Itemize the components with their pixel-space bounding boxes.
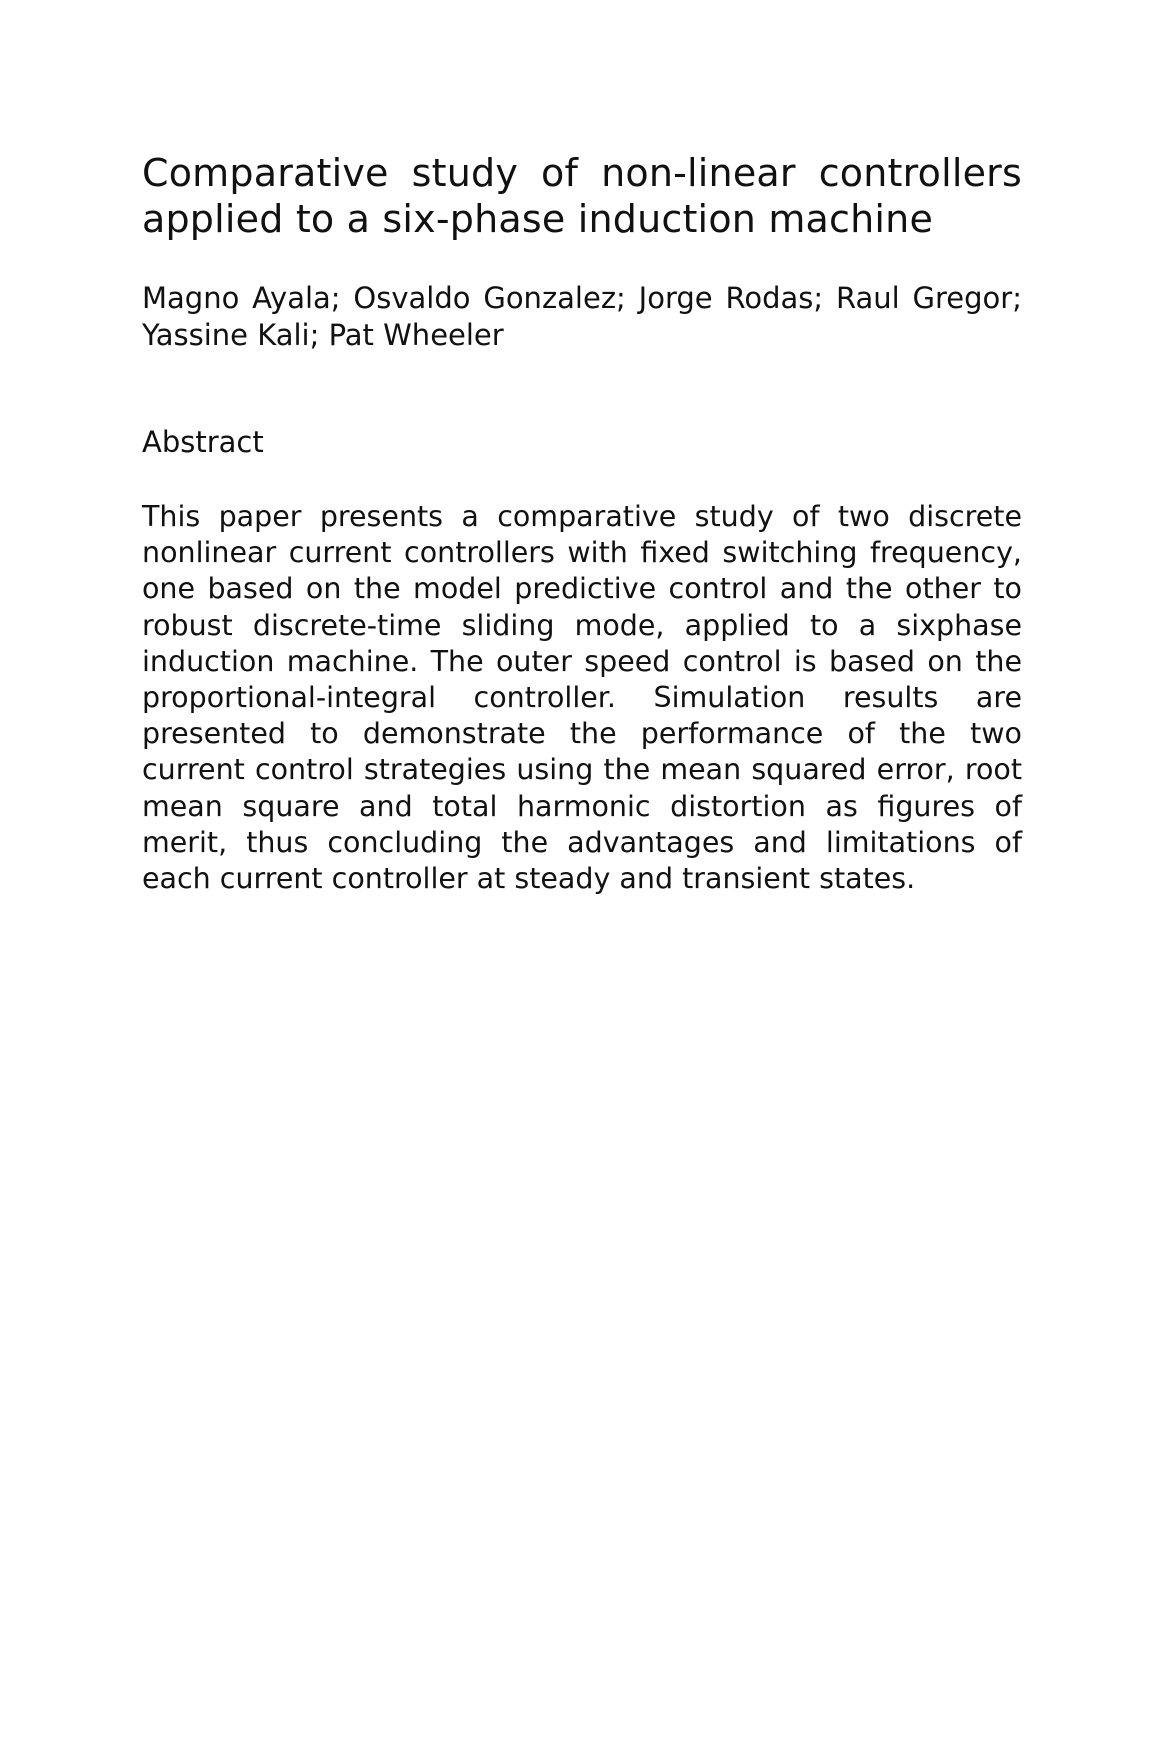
abstract-heading: Abstract: [142, 425, 264, 459]
paper-title: Comparative study of non-linear controllers applied to a six-phase induction machine: [142, 151, 1022, 241]
author-list: Magno Ayala; Osvaldo Gonzalez; Jorge Rodas; Raul Gregor; Yassine Kali; Pat Wheeler: [142, 281, 1022, 352]
abstract-text: This paper presents a comparative study of two discrete nonlinear current controllers with fixed switching frequency, one based on the model predictive control and the other to robust discrete-time sliding mode, applied to a sixphase induction machine. The outer speed control is based on the proportional-integral controller. Simulation results are presented to demonstrate the performance of the two current control strategies using the mean squared error, root mean square and total harmonic distortion as figures of merit, thus concluding the advantages and limitations of each current controller at steady and transient states.: [142, 500, 1022, 896]
paper-content: [142, 150, 1022, 897]
